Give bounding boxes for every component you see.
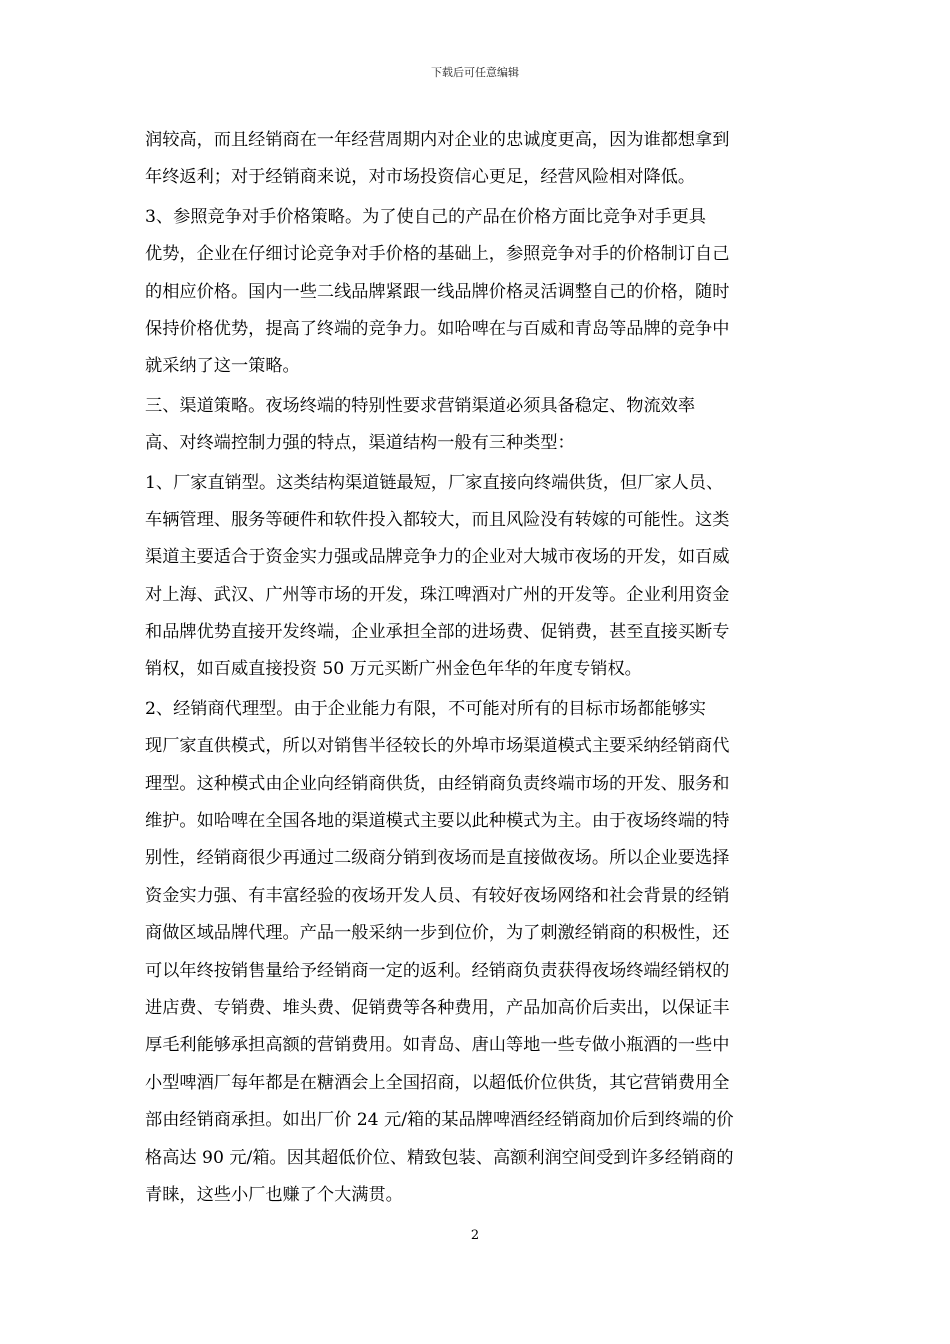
text-line: 年终返利；对于经销商来说，对市场投资信心更足，经营风险相对降低。 [145,167,696,188]
paragraph [145,691,810,1214]
text-line: 高、对终端控制力强的特点，渠道结构一般有三种类型： [145,433,575,454]
paragraph [145,388,810,463]
text-line: 厚毛利能够承担高额的营销费用。如青岛、唐山等地一些专做小瓶酒的一些中 [145,1035,730,1056]
text-line: 三、渠道策略。夜场终端的特别性要求营销渠道必须具备稳定、物流效率 [145,395,696,416]
text-line: 销权，如百威直接投资 50 万元买断广州金色年华的年度专销权。 [145,659,642,680]
text-line: 的相应价格。国内一些二线品牌紧跟一线品牌价格灵活调整自己的价格，随时 [145,281,730,302]
text-line: 车辆管理、服务等硬件和软件投入都较大，而且风险没有转嫁的可能性。这类 [145,509,730,530]
document-body [145,122,810,1214]
text-line: 润较高，而且经销商在一年经营周期内对企业的忠诚度更高，因为谁都想拿到 [145,130,730,150]
text-line: 商做区域品牌代理。产品一般采纳一步到位价，为了刺激经销商的积极性，还 [145,923,730,944]
paragraph [145,465,810,689]
text-line: 理型。这种模式由企业向经销商供货，由经销商负责终端市场的开发、服务和 [145,773,730,794]
text-line: 对上海、武汉、广州等市场的开发，珠江啤酒对广州的开发等。企业利用资金 [145,584,730,605]
text-line: 和品牌优势直接开发终端，企业承担全部的进场费、促销费，甚至直接买断专 [145,622,730,643]
paragraph [145,122,810,197]
text-line: 资金实力强、有丰富经验的夜场开发人员、有较好夜场网络和社会背景的经销 [145,885,730,906]
text-line: 现厂家直供模式，所以对销售半径较长的外埠市场渠道模式主要采纳经销商代 [145,736,730,757]
text-line: 小型啤酒厂每年都是在糖酒会上全国招商，以超低价位供货，其它营销费用全 [145,1072,730,1093]
text-line: 格高达 90 元/箱。因其超低价位、精致包装、高额利润空间受到许多经销商的 [145,1147,734,1168]
text-line: 可以年终按销售量给予经销商一定的返利。经销商负责获得夜场终端经销权的 [145,960,730,981]
text-line: 就采纳了这一策略。 [145,356,300,377]
text-line: 渠道主要适合于资金实力强或品牌竞争力的企业对大城市夜场的开发，如百威 [145,547,730,568]
text-line: 部由经销商承担。如出厂价 24 元/箱的某品牌啤酒经经销商加价后到终端的价 [145,1110,734,1131]
text-line: 3、参照竞争对手价格策略。为了使自己的产品在价格方面比竞争对手更具 [145,206,706,227]
text-line: 进店费、专销费、堆头费、促销费等各种费用，产品加高价后卖出，以保证丰 [145,997,730,1018]
text-line: 保持价格优势，提高了终端的竞争力。如哈啤在与百威和青岛等品牌的竞争中 [145,318,730,339]
text-line: 别性，经销商很少再通过二级商分销到夜场而是直接做夜场。所以企业要选择 [145,848,730,869]
page-header: 下载后可任意编辑 [431,66,519,79]
page-number: 2 [470,1228,480,1243]
text-line: 2、经销商代理型。由于企业能力有限，不可能对所有的目标市场都能够实 [145,698,706,719]
text-line: 1、厂家直销型。这类结构渠道链最短，厂家直接向终端供货，但厂家人员、 [145,472,724,493]
paragraph [145,199,810,386]
text-line: 维护。如哈啤在全国各地的渠道模式主要以此种模式为主。由于夜场终端的特 [145,811,730,832]
text-line: 青睐，这些小厂也赚了个大满贯。 [145,1184,403,1205]
text-line: 优势，企业在仔细讨论竞争对手价格的基础上，参照竞争对手的价格制订自己 [145,244,730,265]
